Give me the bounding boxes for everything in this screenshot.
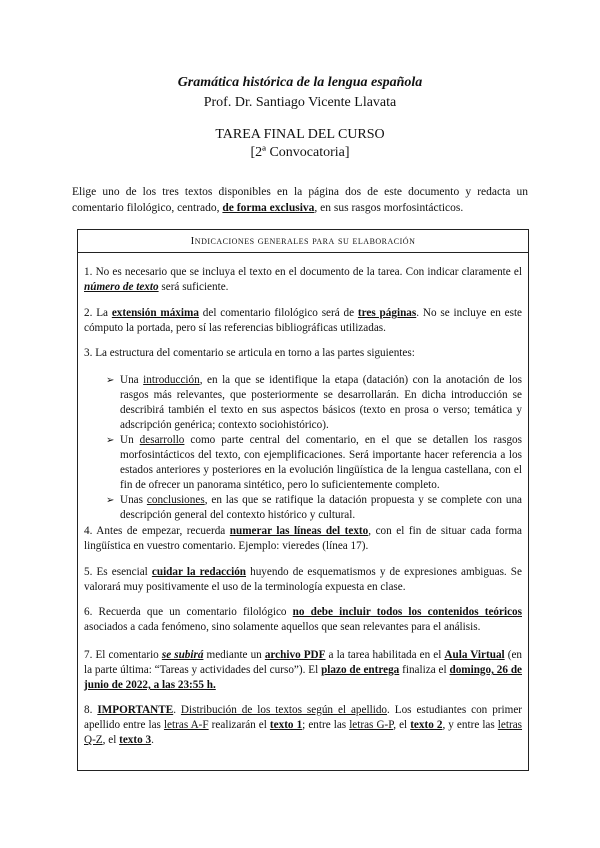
arrow-bullet-icon: ➢ bbox=[106, 375, 115, 386]
arrow-bullet-icon: ➢ bbox=[106, 435, 115, 446]
list-item bbox=[84, 433, 522, 493]
instruction-8-text-8: , el bbox=[102, 734, 120, 746]
task-subtitle: [2ª Convocatoria] bbox=[250, 145, 350, 160]
instruction-5 bbox=[84, 565, 522, 595]
intro-paragraph bbox=[72, 185, 528, 216]
instruction-8-text: 8. bbox=[84, 704, 98, 716]
bullet-1-text: Una bbox=[120, 374, 144, 386]
list-item bbox=[84, 493, 522, 523]
instruction-5-text: 5. Es esencial bbox=[84, 566, 152, 578]
instruction-3-text: 3. La estructura del comentario se articula en torno a las partes siguientes: bbox=[84, 347, 415, 359]
instruction-2-emphasis-1: extensión máxima bbox=[111, 307, 199, 319]
instruction-7-emphasis-1: se subirá bbox=[161, 649, 204, 661]
instruction-4-text-end: , con el fin de situar cada forma lingüística en vuestro comentario. Ejemplo: vieredes (línea 17). bbox=[84, 525, 523, 552]
instruction-8-text-6: , el bbox=[393, 719, 411, 731]
bullet-3-text-end: , en las que se ratifique la datación propuesta y se complete con una descripción general del contexto histórico y cultural. bbox=[120, 494, 522, 521]
instruction-8-emphasis-1: IMPORTANTE bbox=[97, 704, 174, 716]
instruction-1 bbox=[84, 265, 522, 295]
task-title: TAREA FINAL DEL CURSO bbox=[215, 127, 385, 142]
course-title: Gramática histórica de la lengua española bbox=[177, 75, 423, 90]
bullet-2-text-end: como parte central del comentario, en el que se detallen los rasgos morfosintácticos del texto, con ejemplificaciones. Será importante hacer referencia a los estados anteriores y posteriores en la evolución lingüística de la lengua castellana, con el fin de ofrecer un panorama sintético, pero lo suficientemente completo. bbox=[120, 434, 522, 491]
list-item bbox=[84, 373, 522, 433]
instruction-8-text-2: . bbox=[173, 704, 181, 716]
instruction-8-text-4: realizarán el bbox=[208, 719, 270, 731]
bullet-2-emphasis: desarrollo bbox=[139, 434, 185, 446]
instruction-2-text-end: . No se incluye en este cómputo la portada, pero sí las referencias bibliográficas utilizadas. bbox=[84, 307, 523, 334]
instruction-7-emphasis-5: domingo, 26 de junio de 2022, a las 23:55 h. bbox=[84, 664, 523, 691]
instruction-2-text-mid: del comentario filológico será de bbox=[198, 307, 358, 319]
instruction-2 bbox=[84, 306, 522, 336]
structure-list bbox=[84, 373, 522, 523]
bullet-3-emphasis: conclusiones bbox=[146, 494, 205, 506]
instruction-6-text-end: asociados a cada fenómeno, sino solamente aquellos que sean relevantes para el análisis. bbox=[84, 621, 481, 633]
instruction-4-emphasis: numerar las líneas del texto bbox=[229, 525, 369, 537]
instruction-8-emphasis-7: letras Q-Z bbox=[84, 719, 523, 746]
instruction-7-text-4: (en la parte última: “Tareas y actividades del curso”). El bbox=[84, 649, 522, 676]
instruction-1-text: 1. No es necesario que se incluya el texto en el documento de la tarea. Con indicar claramente el bbox=[84, 266, 522, 278]
instruction-8-emphasis-8: texto 3 bbox=[119, 734, 152, 746]
instruction-1-text-end: será suficiente. bbox=[158, 281, 229, 293]
instruction-7 bbox=[84, 648, 522, 693]
professor-name: Prof. Dr. Santiago Vicente Llavata bbox=[203, 95, 397, 110]
instruction-8-emphasis-6: texto 2 bbox=[410, 719, 443, 731]
instruction-5-emphasis: cuidar la redacción bbox=[151, 566, 247, 578]
instruction-8 bbox=[84, 703, 522, 748]
instruction-8-text-9: . bbox=[151, 734, 154, 746]
instruction-7-emphasis-3: Aula Virtual bbox=[444, 649, 505, 661]
instruction-4-text: 4. Antes de empezar, recuerda bbox=[84, 525, 230, 537]
instruction-6-text: 6. Recuerda que un comentario filológico bbox=[84, 606, 293, 618]
bullet-1-emphasis: introducción bbox=[143, 374, 200, 386]
intro-text-1: Elige uno de los tres textos disponibles en la página dos de este documento y redacta un comentario filológico, centrado, bbox=[72, 186, 528, 214]
instruction-7-text-3: a la tarea habilitada en el bbox=[325, 649, 445, 661]
instruction-7-text-2: mediante un bbox=[203, 649, 265, 661]
instruction-8-text-5: ; entre las bbox=[302, 719, 350, 731]
instruction-7-text-5: finaliza el bbox=[399, 664, 450, 676]
bullet-1-text-end: , en la que se identifique la etapa (datación) con la anotación de los rasgos más relevantes, que posteriormente se desarrollarán. En dicha introducción se describirá también el texto en sus aspectos básicos (texto en prosa o verso; temática y adscripción genérica; contexto sociohistórico). bbox=[120, 374, 523, 431]
instruction-8-emphasis-2: Distribución de los textos según el apellido bbox=[180, 704, 388, 716]
instruction-8-emphasis-4: texto 1 bbox=[269, 719, 303, 731]
instruction-6-emphasis-1: no debe incluir bbox=[292, 606, 371, 618]
instruction-2-emphasis-2: tres páginas bbox=[357, 307, 417, 319]
instruction-6 bbox=[84, 605, 522, 635]
instruction-8-emphasis-5: letras G-P bbox=[349, 719, 394, 731]
instruction-8-text-7: , y entre las bbox=[442, 719, 498, 731]
instruction-2-text: 2. La bbox=[84, 307, 112, 319]
instructions-box bbox=[77, 229, 529, 771]
arrow-bullet-icon: ➢ bbox=[106, 495, 115, 506]
instruction-4 bbox=[84, 524, 522, 554]
bullet-3-text: Unas bbox=[120, 494, 147, 506]
bullet-2-text: Un bbox=[120, 434, 140, 446]
instruction-7-emphasis-2: archivo PDF bbox=[264, 649, 326, 661]
intro-text-2: , en sus rasgos morfosintácticos. bbox=[314, 201, 464, 214]
instruction-7-text: 7. El comentario bbox=[84, 649, 162, 661]
instruction-5-text-end: huyendo de esquematismos y de expresiones ambiguas. Se valorará muy positivamente el uso de la terminología expuesta en clase. bbox=[84, 566, 522, 593]
instruction-6-emphasis-2: todos los contenidos teóricos bbox=[370, 606, 522, 618]
instruction-3 bbox=[84, 346, 522, 523]
intro-emphasis: de forma exclusiva bbox=[222, 201, 315, 214]
instruction-8-text-3: . Los estudiantes con primer apellido entre las bbox=[84, 704, 523, 731]
instruction-1-emphasis: número de texto bbox=[84, 281, 159, 293]
instructions-header: Indicaciones generales para su elaboración bbox=[78, 230, 528, 253]
instruction-7-emphasis-4: plazo de entrega bbox=[321, 664, 400, 676]
instruction-8-emphasis-3: letras A-F bbox=[163, 719, 209, 731]
